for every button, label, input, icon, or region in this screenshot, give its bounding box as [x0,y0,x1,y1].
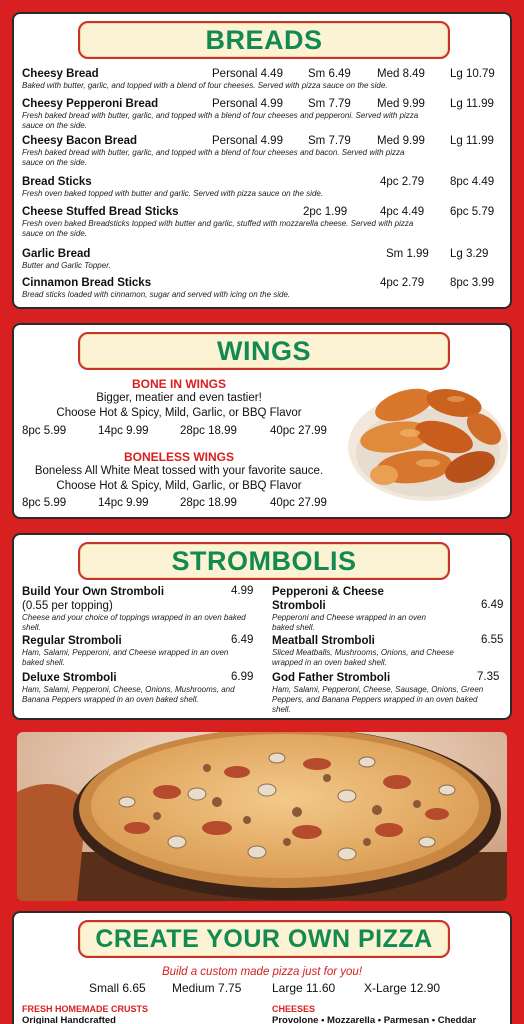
crust-option: Original Handcrafted [22,1015,116,1024]
cheeses-heading: CHEESES [272,1004,316,1014]
stromboli-name: Meatball Stromboli [272,635,375,647]
item-price: 4pc 4.49 [380,206,425,218]
bone-in-heading: BONE IN WINGS [131,377,226,391]
wing-price: 28pc 18.99 [180,497,237,509]
item-price: 2pc 1.99 [303,206,348,218]
stromboli-name: Stromboli [272,600,326,612]
create-pizza-banner [78,920,450,958]
boneless-line1: Boneless All White Meat tossed with your favorite sauce. [34,465,324,477]
stromboli-name: Pepperoni & Cheese [272,586,384,598]
breads-panel [12,12,512,309]
item-price: Lg 10.79 [450,68,495,80]
wing-price: 8pc 5.99 [22,497,67,509]
item-price: Med 8.49 [377,68,425,80]
item-price: Sm 6.49 [308,68,351,80]
item-description: Bread sticks loaded with cinnamon, sugar and served with icing on the side. [22,290,291,299]
breads-title: BREADS [205,25,323,55]
boneless-heading: BONELESS WINGS [123,450,234,464]
item-price: Sm 7.79 [308,98,351,110]
item-description: Fresh baked bread with butter, garlic, and topped with a blend of four cheeses and pepperoni. Served with pizza sauce on the side. [22,111,419,130]
list-item [22,206,502,239]
stromboli-description: Ham, Salami, Pepperoni, Cheese, Onions, Mushrooms, and Banana Peppers wrapped in an oven baked shell. [22,685,235,704]
create-pizza-title: CREATE YOUR OWN PIZZA [95,925,433,953]
stromboli-price: 6.55 [481,634,504,646]
stromboli-description: Cheese and your choice of toppings wrapped in an oven baked shell. [22,613,246,632]
item-name: Cheesy Pepperoni Bread [22,98,159,110]
strombolis-banner [78,542,450,580]
strombolis-title: STROMBOLIS [171,546,357,576]
wings-title: WINGS [217,336,311,366]
item-name: Garlic Bread [22,248,91,260]
wings-banner [78,332,450,370]
item-description: Baked with butter, garlic, and topped with a blend of four cheeses. Served with pizza sauce on the side. [22,81,388,90]
item-price: 8pc 4.49 [450,176,495,188]
item-price: Personal 4.99 [212,98,283,110]
item-name: Cheesy Bread [22,68,99,80]
crusts-heading: FRESH HOMEMADE CRUSTS [22,1004,149,1014]
stromboli-price: 7.35 [477,671,500,683]
item-price: Personal 4.99 [212,135,283,147]
item-price: Sm 1.99 [386,248,429,260]
wings-image [344,375,510,505]
wings-panel [12,323,512,519]
pizza-size-price: X-Large 12.90 [364,981,441,995]
item-name: Cheesy Bacon Bread [22,135,138,147]
item-price: Lg 3.29 [450,248,489,260]
wing-price: 28pc 18.99 [180,425,237,437]
cheeses-list: Provolone • Mozzarella • Parmesan • Cheddar [272,1015,477,1024]
item-price: Med 9.99 [377,98,425,110]
item-name: Bread Sticks [22,176,92,188]
item-price: 8pc 3.99 [450,277,495,289]
item-price: Personal 4.49 [212,68,283,80]
item-price: 4pc 2.79 [380,277,425,289]
strombolis-panel [12,533,512,720]
wing-price: 40pc 27.99 [270,497,327,509]
stromboli-price: 4.99 [231,585,254,597]
breads-banner [78,21,450,59]
stromboli-price: 6.49 [231,634,254,646]
create-pizza-tagline: Build a custom made pizza just for you! [161,966,363,978]
item-description: Fresh oven baked topped with butter and garlic. Served with pizza sauce on the side. [22,189,324,198]
bone-in-line1: Bigger, meatier and even tastier! [96,392,262,404]
item-price: Lg 11.99 [450,98,494,110]
stromboli-name: Regular Stromboli [22,635,122,647]
wing-price: 14pc 9.99 [98,497,149,509]
boneless-line2: Choose Hot & Spicy, Mild, Garlic, or BBQ Flavor [56,480,302,492]
wing-price: 40pc 27.99 [270,425,327,437]
list-item [22,98,502,131]
item-name: Cinnamon Bread Sticks [22,277,152,289]
pizza-size-price: Large 11.60 [272,981,336,995]
item-description: Fresh oven baked Breadsticks topped with butter and garlic, stuffed with mozzarella cheese. Served with pizza sauce on the side. [22,219,414,238]
stromboli-name-note: (0.55 per topping) [22,600,113,612]
list-item [22,68,502,91]
stromboli-price: 6.99 [231,671,254,683]
pizza-size-price: Small 6.65 [89,981,146,995]
item-description: Butter and Garlic Topper. [22,261,111,270]
pizza-image [17,732,507,901]
stromboli-description: Pepperoni and Cheese wrapped in an oven baked shell. [272,613,426,632]
pizza-photo [17,732,507,901]
stromboli-name: Deluxe Stromboli [22,672,117,684]
wing-price: 8pc 5.99 [22,425,67,437]
list-item [22,176,502,199]
pizza-size-price: Medium 7.75 [172,981,242,995]
item-price: Med 9.99 [377,135,425,147]
create-pizza-panel [12,911,512,1024]
bone-in-line2: Choose Hot & Spicy, Mild, Garlic, or BBQ Flavor [56,407,302,419]
list-item [22,248,502,271]
stromboli-name: Build Your Own Stromboli [22,586,165,598]
list-item [22,135,502,168]
wing-price: 14pc 9.99 [98,425,149,437]
stromboli-description: Sliced Meatballs, Mushrooms, Onions, and Cheese wrapped in an oven baked shell. [272,648,454,667]
item-price: Sm 7.79 [308,135,351,147]
stromboli-price: 6.49 [481,599,504,611]
stromboli-name: God Father Stromboli [272,672,391,684]
list-item [22,277,502,300]
item-price: Lg 11.99 [450,135,494,147]
item-name: Cheese Stuffed Bread Sticks [22,206,179,218]
item-description: Fresh baked bread with butter, garlic, and topped with a blend of four cheeses and bacon. Served with pizza sauce on the side. [22,148,405,167]
item-price: 4pc 2.79 [380,176,425,188]
stromboli-description: Ham, Salami, Pepperoni, Cheese, Sausage, Onions, Green Peppers, and Banana Peppers wrapped in an oven baked shell. [272,685,484,714]
item-price: 6pc 5.79 [450,206,495,218]
stromboli-description: Ham, Salami, Pepperoni, and Cheese wrapped in an oven baked shell. [22,648,229,667]
